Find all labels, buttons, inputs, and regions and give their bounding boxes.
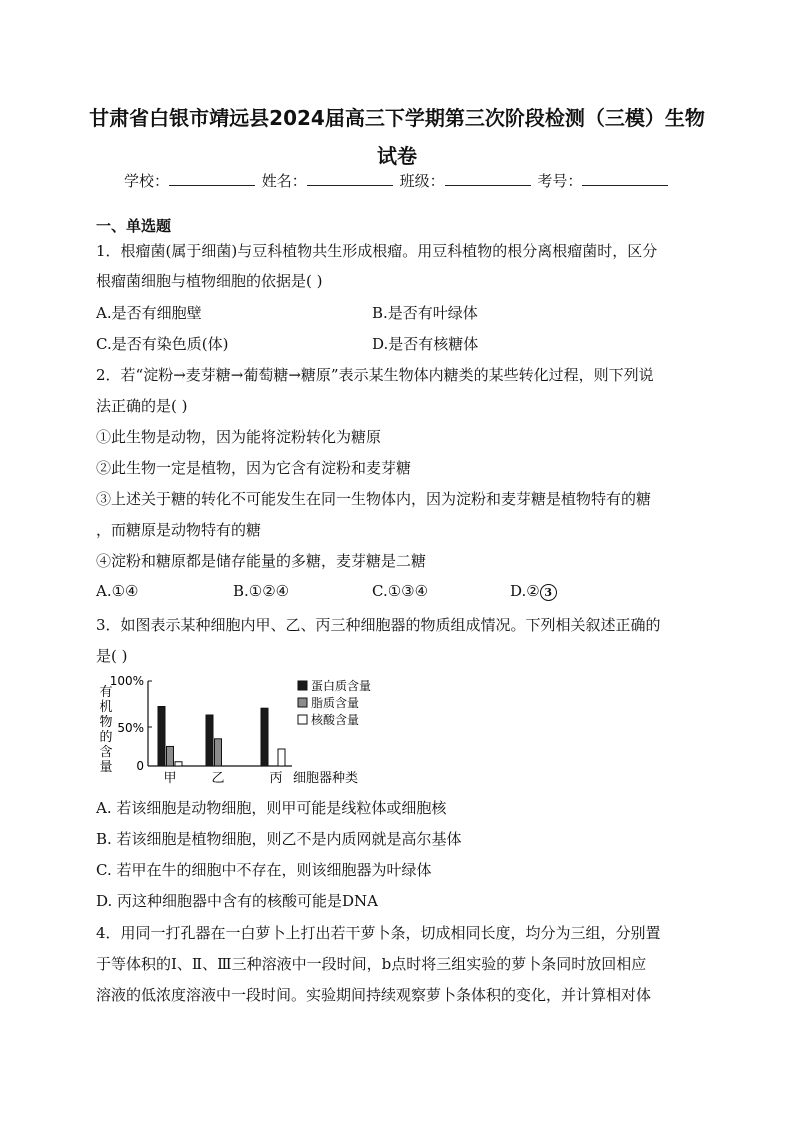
bar-lipid-1	[215, 739, 222, 766]
q2-statement-2: ②此生物一定是植物，因为它含有淀粉和麦芽糖	[96, 459, 412, 477]
q4-stem-line1: 4．用同一打孔器在一白萝卜上打出若干萝卜条，切成相同长度，均分为三组，分别置	[96, 924, 661, 942]
q1-option-d[interactable]: D.是否有核糖体	[372, 335, 479, 353]
q4-stem-line2: 于等体积的Ⅰ、Ⅱ、Ⅲ三种溶液中一段时间，b点时将三组实验的萝卜条同时放回相应	[96, 955, 647, 973]
q3-option-c[interactable]: C. 若甲在牛的细胞中不存在，则该细胞器为叶绿体	[96, 861, 432, 879]
x-category-label-2: 丙	[269, 771, 283, 786]
organelle-composition-chart	[96, 668, 396, 790]
legend-label-nucleic-acid: 核酸含量	[311, 713, 360, 727]
class-blank[interactable]	[445, 171, 531, 186]
name-label: 姓名：	[261, 172, 307, 190]
y-axis-title-char: 量	[99, 760, 113, 775]
q2-option-c[interactable]: C.①③④	[372, 582, 429, 600]
x-axis-title: 细胞器种类	[293, 771, 359, 786]
q4-stem-line3: 溶液的低浓度溶液中一段时间。实验期间持续观察萝卜条体积的变化，并计算相对体	[96, 986, 652, 1004]
y-tick-label-100: 100%	[109, 674, 144, 688]
section-heading: 一、单选题	[96, 217, 172, 235]
q2-option-a[interactable]: A.①④	[96, 582, 139, 600]
y-axis-title-char: 有	[99, 685, 113, 700]
q3-option-d[interactable]: D. 丙这种细胞器中含有的核酸可能是DNA	[96, 892, 379, 910]
q1-stem-line2: 根瘤菌细胞与植物细胞的依据是( )	[96, 272, 323, 290]
q1-option-a[interactable]: A.是否有细胞壁	[96, 304, 202, 322]
q2-option-b[interactable]: B.①②④	[233, 582, 290, 600]
exam-title-line1: 甘肃省白银市靖远县2024届高三下学期第三次阶段检测（三模）生物	[89, 106, 705, 130]
q2-option-d-prefix: D.②	[510, 582, 540, 600]
bar-protein-2	[261, 708, 268, 766]
y-axis-title-char: 的	[99, 730, 113, 745]
name-blank[interactable]	[307, 171, 393, 186]
q1-option-c[interactable]: C.是否有染色质(体)	[96, 335, 229, 353]
legend-swatch-nucleic-acid	[298, 715, 307, 724]
school-blank[interactable]	[169, 171, 255, 186]
circled-number-3: 3	[540, 584, 557, 601]
q2-stem-line1: 2．若“淀粉→麦芽糖→葡萄糖→糖原”表示某生物体内糖类的某些转化过程，则下列说	[96, 366, 654, 384]
x-category-label-1: 乙	[211, 771, 225, 786]
q2-stem-line2: 法正确的是( )	[96, 397, 188, 415]
q1-option-b[interactable]: B.是否有叶绿体	[372, 304, 478, 322]
q3-stem-line1: 3．如图表示某种细胞内甲、乙、丙三种细胞器的物质组成情况。下列相关叙述正确的	[96, 616, 661, 634]
bar-nucleic-acid-2	[278, 749, 285, 766]
q3-option-b[interactable]: B. 若该细胞是植物细胞，则乙不是内质网就是高尔基体	[96, 830, 462, 848]
class-label: 班级：	[399, 172, 445, 190]
legend-label-protein: 蛋白质含量	[311, 679, 372, 693]
bar-lipid-0	[167, 746, 174, 766]
info-fields	[124, 170, 670, 191]
q2-statement-3-line2: ，而糖原是动物特有的糖	[96, 521, 262, 539]
bar-protein-1	[206, 715, 213, 766]
x-category-label-0: 甲	[163, 771, 177, 786]
bar-nucleic-acid-0	[175, 762, 182, 766]
q2-option-d[interactable]	[510, 582, 557, 601]
y-axis-title	[99, 685, 112, 775]
y-tick-label-0: 0	[136, 759, 144, 773]
q3-option-a[interactable]: A. 若该细胞是动物细胞，则甲可能是线粒体或细胞核	[96, 799, 447, 817]
exam-title-line2: 试卷	[377, 144, 417, 168]
y-axis-title-char: 物	[99, 715, 113, 730]
bar-group	[158, 707, 285, 767]
y-axis-title-char: 机	[99, 700, 113, 715]
q1-stem-line1: 1．根瘤菌(属于细菌)与豆科植物共生形成根瘤。用豆科植物的根分离根瘤菌时，区分	[96, 242, 658, 260]
legend	[298, 678, 371, 727]
y-tick-label-50: 50%	[117, 721, 144, 735]
exam-number-label: 考号：	[537, 172, 583, 190]
legend-swatch-protein	[298, 681, 307, 690]
q2-statement-3-line1: ③上述关于糖的转化不可能发生在同一生物体内，因为淀粉和麦芽糖是植物特有的糖	[96, 490, 652, 508]
legend-label-lipid: 脂质含量	[311, 696, 360, 710]
y-axis-title-char: 含	[99, 745, 113, 760]
exam-number-blank[interactable]	[582, 171, 668, 186]
q2-statement-4: ④淀粉和糖原都是储存能量的多糖，麦芽糖是二糖	[96, 552, 427, 570]
q2-statement-1: ①此生物是动物，因为能将淀粉转化为糖原	[96, 428, 382, 446]
bar-protein-0	[158, 707, 165, 767]
q3-stem-line2: 是( )	[96, 647, 128, 665]
legend-swatch-lipid	[298, 698, 307, 707]
school-label: 学校：	[124, 172, 170, 190]
